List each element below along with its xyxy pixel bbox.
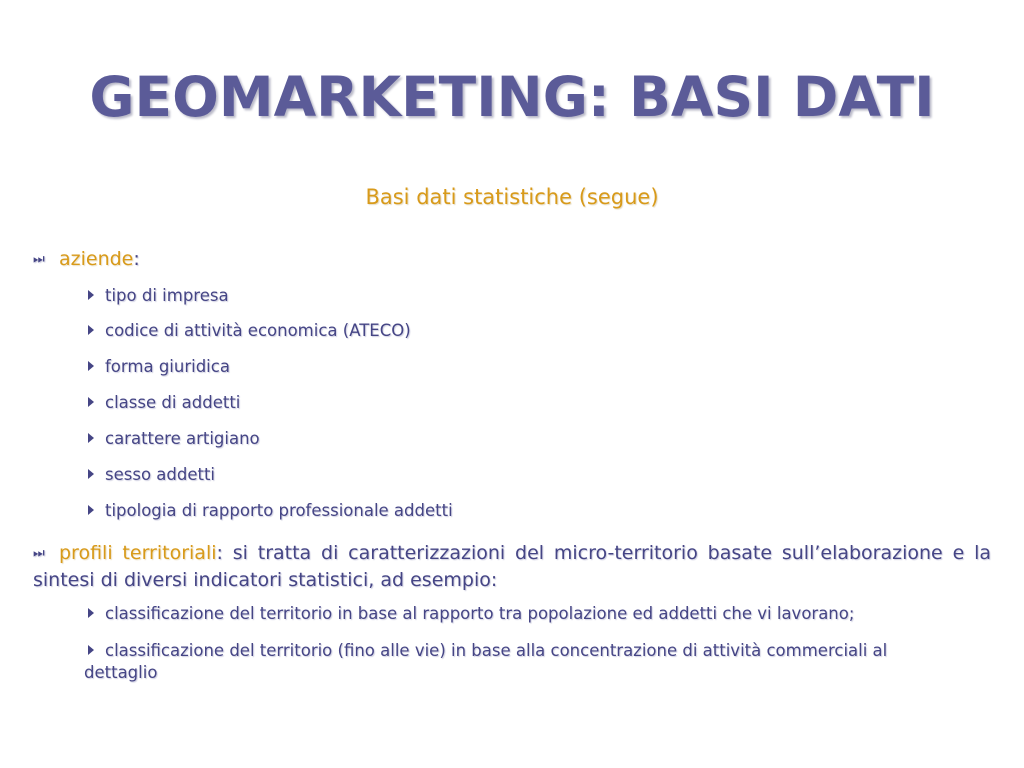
list-item-text: tipologia di rapporto professionale addetti: [105, 501, 453, 520]
triangle-right-icon: [88, 469, 94, 479]
list-item-text: sesso addetti: [105, 465, 216, 484]
list-item-text: carattere artigiano: [105, 429, 260, 448]
slide-subtitle: Basi dati statistiche (segue): [365, 185, 659, 209]
triangle-right-icon: [88, 608, 94, 618]
list-item-text: forma giuridica: [105, 357, 230, 376]
list-item: [88, 464, 215, 486]
triangle-right-icon: [88, 505, 94, 515]
triangle-right-icon: [88, 645, 94, 655]
triangle-right-icon: [88, 361, 94, 371]
triangle-right-icon: [88, 397, 94, 407]
bullet-aziende-colon: :: [133, 248, 140, 270]
bullet-profili-label: profili territoriali: [59, 542, 217, 564]
list-item: [88, 428, 260, 450]
triangle-right-icon: [88, 433, 94, 443]
list-item: [84, 640, 944, 684]
triangle-right-icon: [88, 290, 94, 300]
slide-title: GEOMARKETING: BASI DATI: [89, 65, 935, 129]
list-item: [88, 500, 453, 522]
list-item-text: classificazione del territorio (fino alle vie) in base alla concentrazione di attività commerciali al dettaglio: [84, 641, 888, 682]
bullet-aziende-label: aziende: [59, 248, 134, 270]
fast-forward-icon: ⏭: [33, 252, 42, 267]
bullet-aziende: [33, 247, 140, 272]
list-item: [88, 356, 230, 378]
list-item-text: tipo di impresa: [105, 286, 229, 305]
triangle-right-icon: [88, 325, 94, 335]
list-item-text: classificazione del territorio in base al rapporto tra popolazione ed addetti che vi lavorano;: [105, 604, 855, 623]
list-item-text: codice di attività economica (ATECO): [105, 321, 411, 340]
bullet-profili: [33, 540, 991, 593]
list-item-text: classe di addetti: [105, 393, 241, 412]
list-item: [88, 285, 229, 307]
fast-forward-icon: ⏭: [33, 546, 42, 561]
bullet-profili-text: : si tratta di caratterizzazioni del micro-territorio basate sull’elaborazione e la sintesi di diversi indicatori statistici, ad esempio:: [33, 542, 992, 591]
list-item: [88, 392, 240, 414]
list-item: [88, 603, 854, 625]
list-item: [88, 320, 411, 342]
